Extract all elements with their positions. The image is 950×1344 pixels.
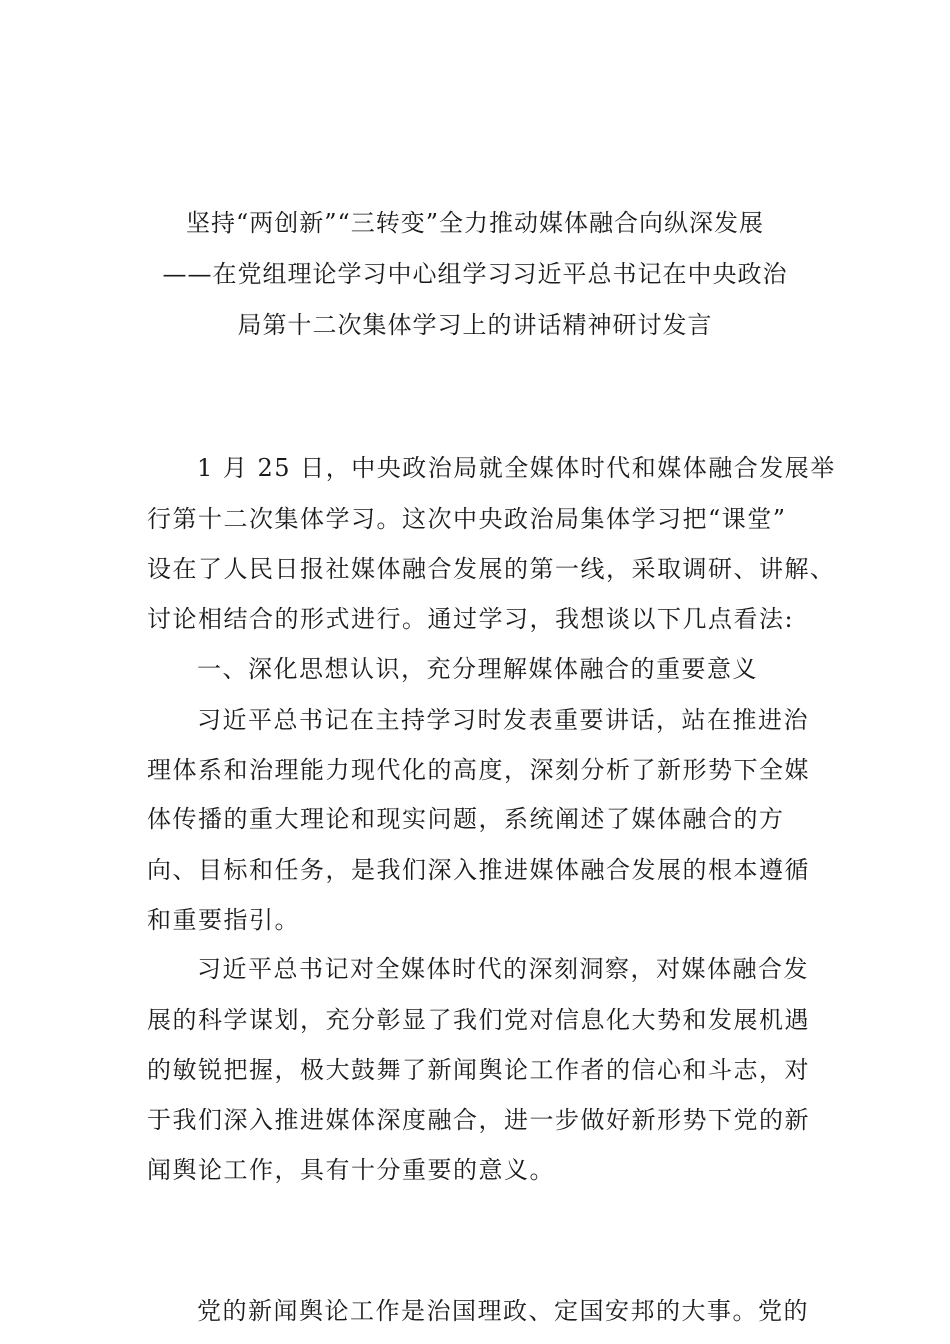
body-line: 展的科学谋划，充分彰显了我们党对信息化大势和发展机遇	[147, 1006, 810, 1034]
title-line-1: 坚持“两创新”“三转变”全力推动媒体融合向纵深发展	[185, 209, 765, 237]
body-line: 的敏锐把握，极大鼓舞了新闻舆论工作者的信心和斗志，对	[147, 1056, 810, 1084]
body-line: 向、目标和任务，是我们深入推进媒体融合发展的根本遵循	[147, 856, 810, 884]
body-line: 习近平总书记对全媒体时代的深刻洞察，对媒体融合发	[197, 955, 809, 983]
body-line: 行第十二次集体学习。这次中央政治局集体学习把“课堂”	[147, 505, 787, 533]
body-line: 体传播的重大理论和现实问题，系统阐述了媒体融合的方	[147, 805, 785, 833]
body-line: 闻舆论工作，具有十分重要的意义。	[147, 1156, 555, 1184]
body-line: 于我们深入推进媒体深度融合，进一步做好新形势下党的新	[147, 1106, 810, 1134]
body-line: 和重要指引。	[147, 906, 300, 934]
body-line: 设在了人民日报社媒体融合发展的第一线，采取调研、讲解、	[147, 555, 836, 583]
section-heading: 一、深化思想认识，充分理解媒体融合的重要意义	[197, 655, 758, 683]
title-line-2: ——在党组理论学习中心组学习习近平总书记在中央政治	[162, 260, 788, 288]
title-line-3: 局第十二次集体学习上的讲话精神研讨发言	[237, 311, 713, 339]
body-line: 理体系和治理能力现代化的高度，深刻分析了新形势下全媒	[147, 756, 810, 784]
body-line: 讨论相结合的形式进行。通过学习，我想谈以下几点看法:	[147, 605, 795, 633]
body-line: 习近平总书记在主持学习时发表重要讲话，站在推进治	[197, 706, 809, 734]
body-line: 1 月 25 日，中央政治局就全媒体时代和媒体融合发展举	[197, 454, 836, 482]
body-line: 党的新闻舆论工作是治国理政、定国安邦的大事。党的	[197, 1297, 809, 1325]
